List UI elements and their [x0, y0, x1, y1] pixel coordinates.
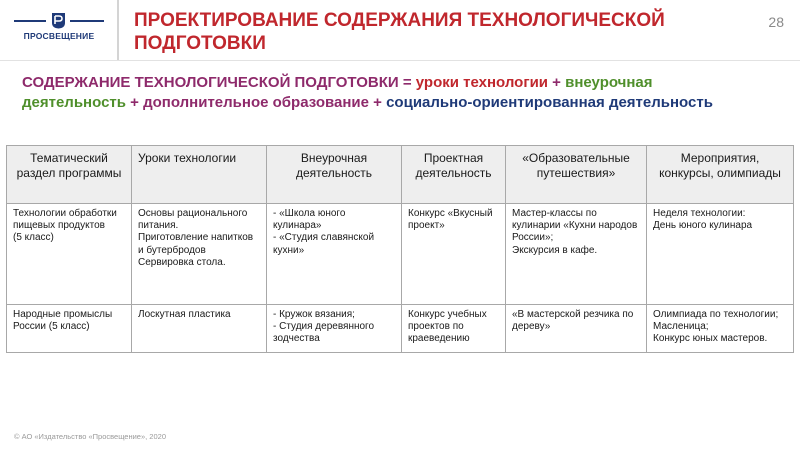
subtitle-lessons: уроки технологии: [415, 74, 549, 91]
subtitle-plus: +: [126, 94, 144, 111]
table-row: [7, 204, 794, 305]
brand-logo: [14, 10, 104, 44]
table-cell: Олимпиада по технологии; Масленица; Конкурс юных мастеров.: [647, 305, 794, 353]
table-cell: Неделя технологии: День юного кулинара: [647, 204, 794, 305]
header-cell-events: Мероприятия, конкурсы, олимпиады: [647, 146, 794, 204]
table-header-row: [7, 146, 794, 204]
subtitle-extracurricular: внеурочная деятельность: [22, 74, 653, 111]
table-cell: - Кружок вязания; - Студия деревянного зодчества: [267, 305, 402, 353]
logo-right-rule: [70, 20, 104, 22]
header-cell-project: Проектная деятельность: [402, 146, 506, 204]
page-title: ПРОЕКТИРОВАНИЕ СОДЕРЖАНИЯ ТЕХНОЛОГИЧЕСКОЙ ПОДГОТОВКИ: [134, 10, 665, 54]
header-divider: [117, 0, 119, 60]
subtitle-plus: +: [548, 74, 566, 91]
table-cell: Основы рационального питания. Приготовление напитков и бутербродов Сервировка стола.: [132, 204, 267, 305]
logo-left-rule: [14, 20, 46, 22]
table-cell: - «Школа юного кулинара» - «Студия славянской кухни»: [267, 204, 402, 305]
table-cell: Конкурс учебных проектов по краеведению: [402, 305, 506, 353]
brand-name: ПРОСВЕЩЕНИЕ: [23, 31, 95, 41]
table-cell: Народные промыслы России (5 класс): [7, 305, 132, 353]
header-cell-trips: «Образовательные путешествия»: [506, 146, 647, 204]
subtitle-additional-education: дополнительное образование: [143, 94, 369, 111]
table-row: [7, 305, 794, 353]
header-rule: [0, 60, 800, 61]
subtitle-equals: =: [398, 74, 416, 91]
table-cell: Конкурс «Вкусный проект»: [402, 204, 506, 305]
subtitle-term: СОДЕРЖАНИЕ ТЕХНОЛОГИЧЕСКОЙ ПОДГОТОВКИ: [22, 74, 399, 91]
table-cell: Технологии обработки пищевых продуктов (5 класс): [7, 204, 132, 305]
table-cell: Лоскутная пластика: [132, 305, 267, 353]
subtitle-social-activity: социально-ориентированная деятельность: [386, 94, 713, 111]
header-cell-section: Тематический раздел программы: [7, 146, 132, 204]
copyright-footer: © АО «Издательство «Просвещение», 2020: [14, 432, 166, 441]
program-table: [6, 145, 794, 353]
subtitle-plus: +: [368, 94, 387, 111]
table-cell: «В мастерской резчика по дереву»: [506, 305, 647, 353]
subtitle: [22, 73, 742, 113]
book-emblem-icon: [51, 12, 66, 29]
page-number: 28: [768, 14, 784, 30]
table-cell: Мастер-классы по кулинарии «Кухни народов России»; Экскурсия в кафе.: [506, 204, 647, 305]
header-cell-extracurricular: Внеурочная деятельность: [267, 146, 402, 204]
header-cell-lessons: Уроки технологии: [132, 146, 267, 204]
